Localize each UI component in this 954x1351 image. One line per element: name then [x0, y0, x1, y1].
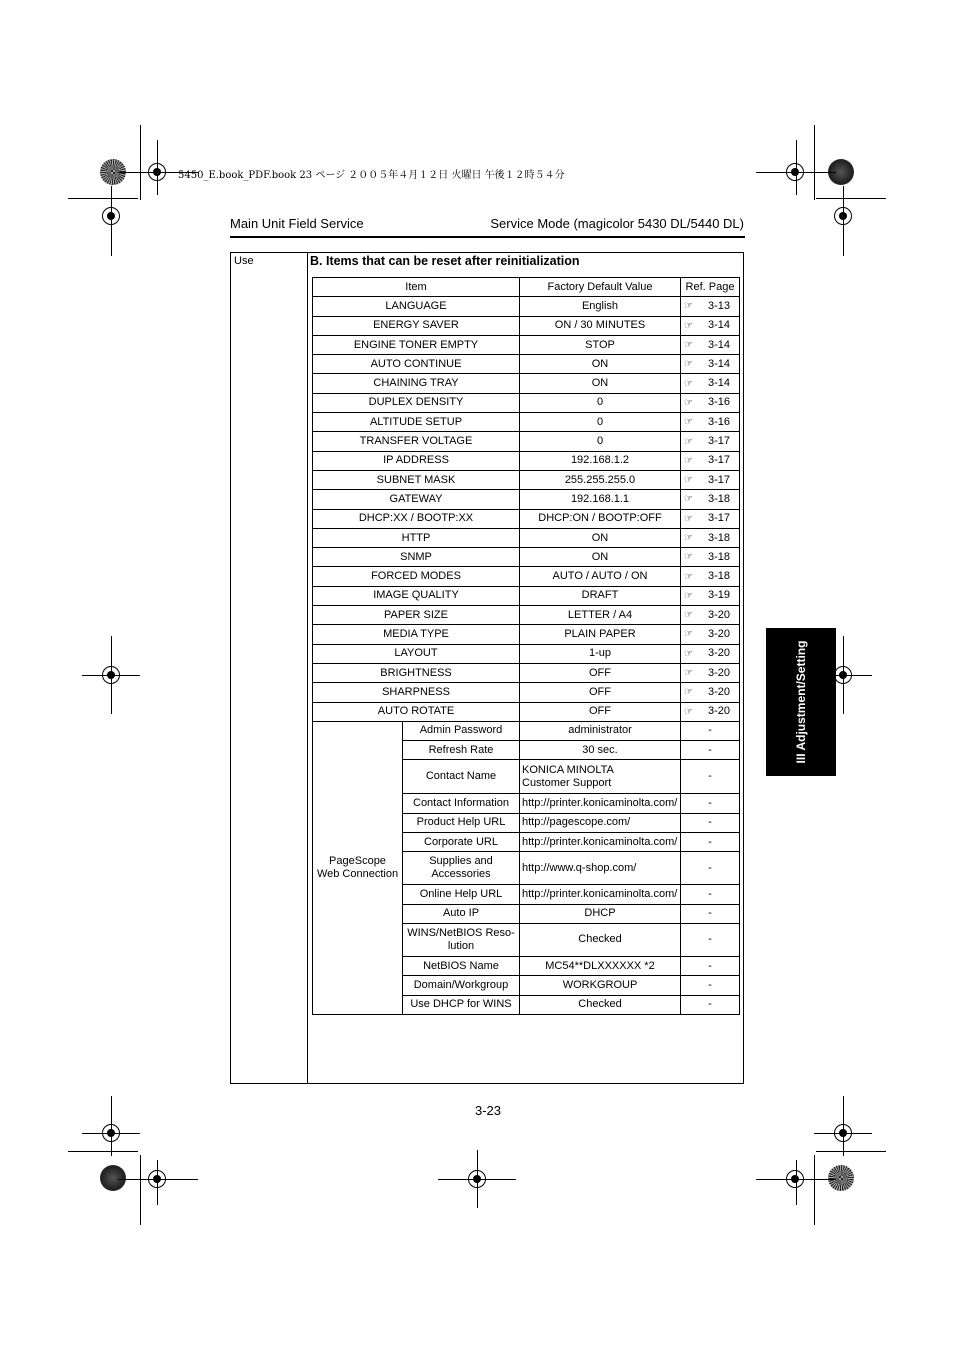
table-row: [313, 586, 740, 605]
pointing-hand-icon: ☞: [684, 455, 693, 467]
ref-page-cell: [681, 683, 740, 702]
item-cell: IP ADDRESS: [313, 451, 520, 470]
crop-mark: [814, 1155, 815, 1225]
pointing-hand-icon: ☞: [684, 609, 693, 621]
table-row: [313, 432, 740, 451]
ref-page-number: 3-16: [707, 396, 731, 409]
ref-page-cell: -: [681, 976, 740, 995]
ref-page-cell: [681, 644, 740, 663]
default-value-cell: Checked: [520, 923, 681, 956]
item-cell: SNMP: [313, 548, 520, 567]
default-value-cell: DRAFT: [520, 586, 681, 605]
default-value-cell: MC54**DLXXXXXX *2: [520, 956, 681, 975]
default-value-cell: ON: [520, 355, 681, 374]
pointing-hand-icon: ☞: [684, 551, 693, 563]
page-number: 3-23: [475, 1103, 502, 1118]
item-cell: LANGUAGE: [313, 297, 520, 316]
default-value-cell: OFF: [520, 683, 681, 702]
crop-mark: [82, 675, 140, 676]
item-cell: ENERGY SAVER: [313, 316, 520, 335]
default-value-cell: PLAIN PAPER: [520, 625, 681, 644]
crop-mark: [843, 1096, 844, 1156]
pointing-hand-icon: ☞: [684, 628, 693, 640]
ref-page-cell: -: [681, 721, 740, 740]
pointing-hand-icon: ☞: [684, 416, 693, 428]
default-value-cell: http://pagescope.com/: [520, 813, 681, 832]
table-row: [313, 548, 740, 567]
table-row: [313, 470, 740, 489]
item-cell: Refresh Rate: [403, 741, 520, 760]
print-slug: 5450_E.book_PDF.book 23 ページ ２００５年４月１２日 火曜日 午後１２時５４分: [178, 170, 565, 181]
default-value-cell: 255.255.255.0: [520, 470, 681, 489]
ref-page-cell: -: [681, 741, 740, 760]
use-label: Use: [234, 255, 254, 267]
default-value-cell: [520, 760, 681, 794]
ref-page-cell: [681, 490, 740, 509]
crop-mark: [814, 1133, 872, 1134]
value-line: Customer Support: [522, 776, 612, 789]
header-left: Main Unit Field Service: [230, 216, 364, 231]
default-value-cell: administrator: [520, 721, 681, 740]
table-row: [313, 393, 740, 412]
crop-mark: [438, 1179, 516, 1180]
default-value-cell: DHCP:ON / BOOTP:OFF: [520, 509, 681, 528]
default-value-cell: http://printer.konicaminolta.com/: [520, 885, 681, 904]
table-row: [313, 509, 740, 528]
item-cell: PAPER SIZE: [313, 606, 520, 625]
table-row: [313, 702, 740, 721]
ref-page-number: 3-14: [707, 338, 731, 351]
ref-page-cell: -: [681, 852, 740, 885]
item-cell: Corporate URL: [403, 833, 520, 852]
ref-page-number: 3-17: [707, 435, 731, 448]
table-row: [313, 606, 740, 625]
item-cell: GATEWAY: [313, 490, 520, 509]
default-value-cell: English: [520, 297, 681, 316]
item-cell: HTTP: [313, 528, 520, 547]
pointing-hand-icon: ☞: [684, 397, 693, 409]
ref-page-cell: -: [681, 995, 740, 1014]
ref-page-number: 3-20: [707, 647, 731, 660]
pointing-hand-icon: ☞: [684, 532, 693, 544]
ref-page-cell: -: [681, 794, 740, 813]
ref-page-number: 3-17: [707, 473, 731, 486]
item-cell: Domain/Workgroup: [403, 976, 520, 995]
chapter-tab: [766, 628, 836, 776]
default-value-cell: Checked: [520, 995, 681, 1014]
crop-mark: [796, 1160, 797, 1205]
ref-page-cell: [681, 297, 740, 316]
ref-page-cell: -: [681, 904, 740, 923]
pointing-hand-icon: ☞: [684, 648, 693, 660]
ref-page-number: 3-20: [707, 685, 731, 698]
item-cell: SHARPNESS: [313, 683, 520, 702]
item-line: Supplies and: [429, 855, 493, 868]
ref-page-number: 3-17: [707, 512, 731, 525]
frame-divider: [307, 252, 308, 1084]
ref-page-number: 3-14: [707, 319, 731, 332]
item-cell: TRANSFER VOLTAGE: [313, 432, 520, 451]
group-label-line: PageScope: [329, 854, 386, 867]
ref-page-cell: [681, 413, 740, 432]
col-header-value: Factory Default Value: [520, 278, 681, 297]
ref-page-number: 3-19: [707, 589, 731, 602]
ref-page-number: 3-18: [707, 531, 731, 544]
pointing-hand-icon: ☞: [684, 474, 693, 486]
pointing-hand-icon: ☞: [684, 667, 693, 679]
pointing-hand-icon: ☞: [684, 513, 693, 525]
ref-page-cell: -: [681, 813, 740, 832]
ref-page-cell: [681, 702, 740, 721]
table-row: [313, 528, 740, 547]
item-line: WINS/NetBIOS Reso-: [407, 926, 515, 939]
col-header-item: Item: [313, 278, 520, 297]
ref-page-cell: [681, 335, 740, 354]
item-cell: DUPLEX DENSITY: [313, 393, 520, 412]
default-value-cell: 192.168.1.2: [520, 451, 681, 470]
default-value-cell: 1-up: [520, 644, 681, 663]
pointing-hand-icon: ☞: [684, 339, 693, 351]
header-rule: [230, 236, 745, 238]
table-header-row: [313, 278, 740, 297]
default-value-cell: ON / 30 MINUTES: [520, 316, 681, 335]
item-cell: Use DHCP for WINS: [403, 995, 520, 1014]
ref-page-cell: [681, 393, 740, 412]
table-row: [313, 490, 740, 509]
ref-page-cell: -: [681, 956, 740, 975]
pointing-hand-icon: ☞: [684, 436, 693, 448]
crop-mark: [157, 140, 158, 195]
table-row: [313, 625, 740, 644]
ref-page-number: 3-20: [707, 608, 731, 621]
default-value-cell: LETTER / A4: [520, 606, 681, 625]
default-value-cell: http://printer.konicaminolta.com/: [520, 794, 681, 813]
crop-mark: [843, 186, 844, 256]
default-value-cell: WORKGROUP: [520, 976, 681, 995]
pointing-hand-icon: ☞: [684, 706, 693, 718]
item-cell: [403, 852, 520, 885]
ref-page-cell: -: [681, 885, 740, 904]
crop-mark: [157, 1160, 158, 1205]
crop-mark: [816, 198, 886, 199]
pointing-hand-icon: ☞: [684, 493, 693, 505]
table-row: [313, 374, 740, 393]
group-label-line: Web Connection: [316, 867, 399, 880]
default-value-cell: ON: [520, 528, 681, 547]
item-cell: Admin Password: [403, 721, 520, 740]
item-line: Accessories: [431, 868, 491, 881]
ref-page-number: 3-14: [707, 357, 731, 370]
col-header-ref: Ref. Page: [681, 278, 740, 297]
item-cell: Online Help URL: [403, 885, 520, 904]
pointing-hand-icon: ☞: [684, 300, 693, 312]
crop-mark: [816, 1151, 886, 1152]
ref-page-cell: [681, 586, 740, 605]
crop-mark: [756, 1179, 836, 1180]
table-row: [313, 297, 740, 316]
crop-mark: [68, 198, 138, 199]
default-value-cell: http://www.q-shop.com/: [520, 852, 681, 885]
item-cell: LAYOUT: [313, 644, 520, 663]
default-value-cell: 0: [520, 432, 681, 451]
ref-page-cell: -: [681, 923, 740, 956]
ref-page-number: 3-16: [707, 415, 731, 428]
item-cell: AUTO CONTINUE: [313, 355, 520, 374]
crop-mark: [796, 140, 797, 195]
table-row: [313, 663, 740, 682]
item-cell: MEDIA TYPE: [313, 625, 520, 644]
default-value-cell: 30 sec.: [520, 741, 681, 760]
crop-mark: [756, 172, 836, 173]
ref-page-cell: -: [681, 833, 740, 852]
ref-page-cell: [681, 316, 740, 335]
crop-mark: [82, 1133, 140, 1134]
ref-page-number: 3-18: [707, 550, 731, 563]
ref-page-number: 3-20: [707, 666, 731, 679]
item-cell: ALTITUDE SETUP: [313, 413, 520, 432]
ref-page-cell: [681, 548, 740, 567]
ref-page-cell: [681, 663, 740, 682]
ref-page-number: 3-20: [707, 705, 731, 718]
ref-page-cell: [681, 451, 740, 470]
ref-page-cell: [681, 509, 740, 528]
ref-page-number: 3-13: [707, 299, 731, 312]
default-value-cell: OFF: [520, 702, 681, 721]
ref-page-number: 3-14: [707, 377, 731, 390]
pointing-hand-icon: ☞: [684, 686, 693, 698]
registration-disk-icon: [100, 1165, 126, 1191]
table-row: [313, 721, 740, 740]
ref-page-cell: [681, 374, 740, 393]
item-cell: AUTO ROTATE: [313, 702, 520, 721]
table-row: [313, 316, 740, 335]
default-value-cell: 0: [520, 393, 681, 412]
ref-page-cell: [681, 567, 740, 586]
item-cell: Auto IP: [403, 904, 520, 923]
item-cell: [403, 923, 520, 956]
table-row: [313, 355, 740, 374]
default-value-cell: STOP: [520, 335, 681, 354]
ref-page-number: 3-20: [707, 627, 731, 640]
table-row: [313, 413, 740, 432]
table-row: [313, 451, 740, 470]
default-value-cell: 0: [520, 413, 681, 432]
ref-page-cell: [681, 625, 740, 644]
ref-page-cell: -: [681, 760, 740, 794]
pointing-hand-icon: ☞: [684, 320, 693, 332]
item-line: lution: [447, 939, 475, 952]
ref-page-cell: [681, 355, 740, 374]
item-cell: BRIGHTNESS: [313, 663, 520, 682]
item-cell: FORCED MODES: [313, 567, 520, 586]
item-cell: ENGINE TONER EMPTY: [313, 335, 520, 354]
registration-disk-icon: [828, 1165, 854, 1191]
default-value-cell: OFF: [520, 663, 681, 682]
table-row: [313, 683, 740, 702]
item-cell: CHAINING TRAY: [313, 374, 520, 393]
table-row: [313, 567, 740, 586]
crop-mark: [140, 1155, 141, 1225]
ref-page-cell: [681, 432, 740, 451]
pointing-hand-icon: ☞: [684, 590, 693, 602]
item-cell: SUBNET MASK: [313, 470, 520, 489]
pointing-hand-icon: ☞: [684, 571, 693, 583]
item-cell: Contact Information: [403, 794, 520, 813]
item-cell: DHCP:XX / BOOTP:XX: [313, 509, 520, 528]
pointing-hand-icon: ☞: [684, 378, 693, 390]
crop-mark: [118, 1179, 198, 1180]
ref-page-cell: [681, 528, 740, 547]
item-cell: IMAGE QUALITY: [313, 586, 520, 605]
default-value-cell: 192.168.1.1: [520, 490, 681, 509]
table-row: [313, 644, 740, 663]
ref-page-number: 3-17: [707, 454, 731, 467]
table-row: [313, 335, 740, 354]
default-value-cell: http://printer.konicaminolta.com/: [520, 833, 681, 852]
ref-page-number: 3-18: [707, 492, 731, 505]
default-value-cell: DHCP: [520, 904, 681, 923]
pointing-hand-icon: ☞: [684, 358, 693, 370]
crop-mark: [111, 1096, 112, 1156]
ref-page-cell: [681, 470, 740, 489]
default-value-cell: AUTO / AUTO / ON: [520, 567, 681, 586]
crop-mark: [814, 125, 815, 200]
group-label-cell: [313, 721, 403, 1014]
reset-items-table: [312, 277, 740, 1015]
default-value-cell: ON: [520, 374, 681, 393]
crop-mark: [140, 125, 141, 200]
chapter-tab-label: III Adjustment/Setting: [794, 640, 808, 764]
value-line: KONICA MINOLTA: [522, 763, 614, 776]
ref-page-number: 3-18: [707, 570, 731, 583]
default-value-cell: ON: [520, 548, 681, 567]
item-cell: Product Help URL: [403, 813, 520, 832]
crop-mark: [68, 1151, 138, 1152]
item-cell: NetBIOS Name: [403, 956, 520, 975]
ref-page-cell: [681, 606, 740, 625]
section-title: B. Items that can be reset after reinitialization: [310, 254, 580, 268]
crop-mark: [111, 186, 112, 256]
header-right: Service Mode (magicolor 5430 DL/5440 DL): [490, 216, 744, 231]
item-cell: Contact Name: [403, 760, 520, 794]
